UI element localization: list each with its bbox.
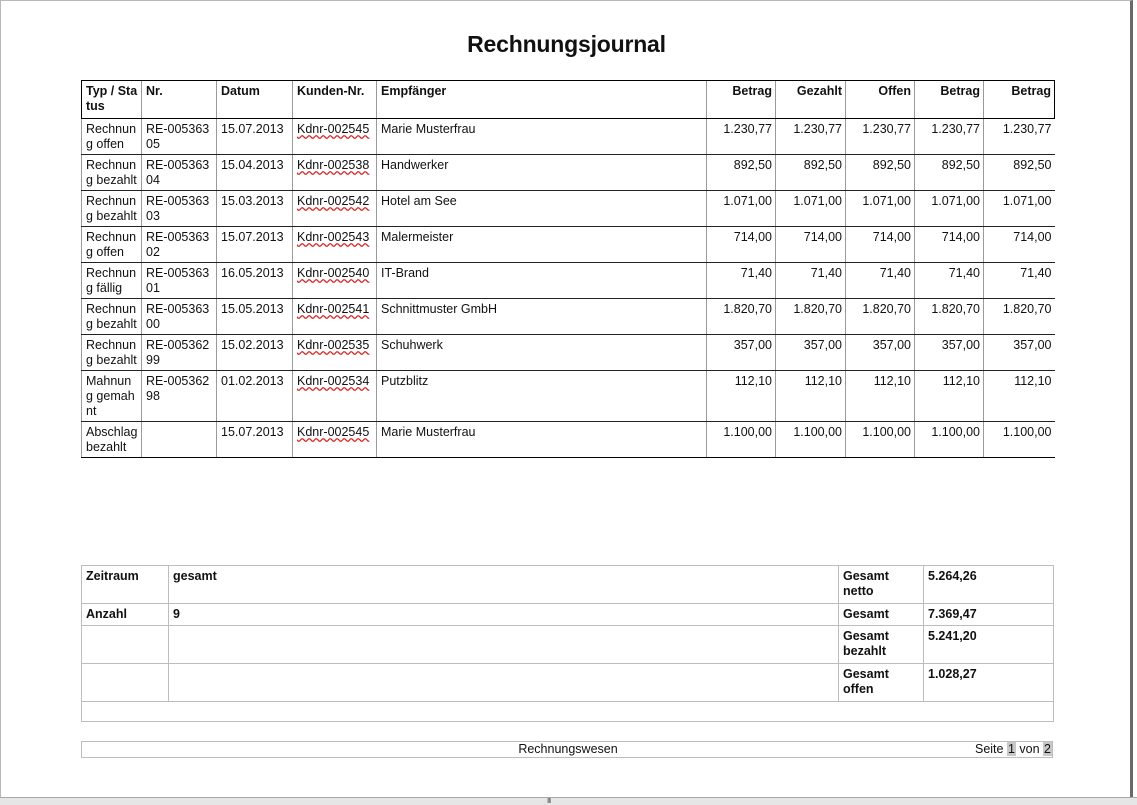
- cell-nr: RE-00536300: [142, 299, 217, 335]
- page-separator: von: [1019, 742, 1040, 756]
- summary-row: [82, 566, 1054, 604]
- cell-gezahlt: 1.820,70: [776, 299, 846, 335]
- summary-empty-cell: [82, 626, 169, 664]
- customer-number: Kdnr-002534: [297, 374, 370, 388]
- report-title: Rechnungsjournal: [467, 31, 666, 57]
- cell-betrag: 1.230,77: [707, 119, 776, 155]
- total-value: 7.369,47: [924, 604, 1054, 626]
- horizontal-scrollbar[interactable]: [0, 797, 1137, 805]
- cell-offen: 1.071,00: [846, 191, 915, 227]
- cell-betrag-3: 1.230,77: [984, 119, 1055, 155]
- footer-department: Rechnungswesen: [518, 742, 618, 756]
- table-row: [82, 299, 1055, 335]
- total-label: Gesamt bezahlt: [839, 626, 924, 664]
- header-betrag-2: Betrag: [915, 81, 984, 119]
- cell-empfaenger: Handwerker: [377, 155, 707, 191]
- cell-empfaenger: Marie Musterfrau: [377, 422, 707, 458]
- cell-gezahlt: 357,00: [776, 335, 846, 371]
- table-row: [82, 422, 1055, 458]
- cell-offen: 714,00: [846, 227, 915, 263]
- cell-datum: 15.07.2013: [217, 227, 293, 263]
- cell-datum: 15.02.2013: [217, 335, 293, 371]
- cell-empfaenger: Marie Musterfrau: [377, 119, 707, 155]
- total-value: 1.028,27: [924, 664, 1054, 702]
- total-label: Gesamt: [839, 604, 924, 626]
- cell-offen: 892,50: [846, 155, 915, 191]
- cell-gezahlt: 1.100,00: [776, 422, 846, 458]
- page-footer: [81, 741, 1053, 758]
- cell-datum: 15.04.2013: [217, 155, 293, 191]
- cell-gezahlt: 1.230,77: [776, 119, 846, 155]
- cell-betrag-2: 1.820,70: [915, 299, 984, 335]
- cell-datum: 15.03.2013: [217, 191, 293, 227]
- cell-nr: RE-00536298: [142, 371, 217, 422]
- table-row: [82, 335, 1055, 371]
- header-offen: Offen: [846, 81, 915, 119]
- summary-spacer-row: [82, 702, 1054, 722]
- cell-empfaenger: Schnittmuster GmbH: [377, 299, 707, 335]
- cell-kunden-nr: [293, 227, 377, 263]
- cell-offen: 1.100,00: [846, 422, 915, 458]
- cell-datum: 15.05.2013: [217, 299, 293, 335]
- customer-number: Kdnr-002545: [297, 122, 370, 136]
- cell-betrag-3: 892,50: [984, 155, 1055, 191]
- cell-typ-status: Rechnung offen: [82, 119, 142, 155]
- cell-kunden-nr: [293, 371, 377, 422]
- header-typ-status: Typ / Status: [82, 81, 142, 119]
- cell-betrag: 112,10: [707, 371, 776, 422]
- cell-betrag-3: 714,00: [984, 227, 1055, 263]
- cell-empfaenger: IT-Brand: [377, 263, 707, 299]
- anzahl-label: Anzahl: [82, 604, 169, 626]
- cell-gezahlt: 892,50: [776, 155, 846, 191]
- current-page-number: 1: [1007, 742, 1015, 756]
- customer-number: Kdnr-002545: [297, 425, 370, 439]
- table-body: [82, 119, 1055, 458]
- cell-betrag: 714,00: [707, 227, 776, 263]
- cell-gezahlt: 1.071,00: [776, 191, 846, 227]
- cell-kunden-nr: [293, 119, 377, 155]
- cell-typ-status: Mahnung gemahnt: [82, 371, 142, 422]
- cell-betrag-2: 357,00: [915, 335, 984, 371]
- header-datum: Datum: [217, 81, 293, 119]
- header-betrag: Betrag: [707, 81, 776, 119]
- cell-kunden-nr: [293, 335, 377, 371]
- total-value: 5.264,26: [924, 566, 1054, 604]
- cell-gezahlt: 71,40: [776, 263, 846, 299]
- cell-datum: 15.07.2013: [217, 119, 293, 155]
- cell-offen: 1.230,77: [846, 119, 915, 155]
- page-prefix: Seite: [974, 742, 1004, 756]
- customer-number: Kdnr-002540: [297, 266, 370, 280]
- cell-empfaenger: Schuhwerk: [377, 335, 707, 371]
- cell-betrag-2: 892,50: [915, 155, 984, 191]
- cell-betrag-2: 71,40: [915, 263, 984, 299]
- customer-number: Kdnr-002542: [297, 194, 370, 208]
- header-nr: Nr.: [142, 81, 217, 119]
- summary-row: [82, 664, 1054, 702]
- cell-betrag-2: 112,10: [915, 371, 984, 422]
- page-indicator: [975, 742, 1052, 757]
- table-row: [82, 191, 1055, 227]
- header-empfaenger: Empfänger: [377, 81, 707, 119]
- customer-number: Kdnr-002543: [297, 230, 370, 244]
- cell-datum: 15.07.2013: [217, 422, 293, 458]
- cell-kunden-nr: [293, 299, 377, 335]
- anzahl-value: 9: [169, 604, 839, 626]
- cell-offen: 1.820,70: [846, 299, 915, 335]
- cell-betrag-2: 1.071,00: [915, 191, 984, 227]
- cell-gezahlt: 714,00: [776, 227, 846, 263]
- cell-typ-status: Rechnung offen: [82, 227, 142, 263]
- table-row: [82, 119, 1055, 155]
- summary-table: [81, 565, 1054, 722]
- cell-kunden-nr: [293, 263, 377, 299]
- total-label: Gesamt netto: [839, 566, 924, 604]
- cell-empfaenger: Hotel am See: [377, 191, 707, 227]
- total-label: Gesamt offen: [839, 664, 924, 702]
- cell-betrag-3: 1.071,00: [984, 191, 1055, 227]
- table-row: [82, 155, 1055, 191]
- cell-gezahlt: 112,10: [776, 371, 846, 422]
- summary-empty-cell: [82, 702, 1054, 722]
- total-value: 5.241,20: [924, 626, 1054, 664]
- cell-betrag-2: 1.230,77: [915, 119, 984, 155]
- cell-empfaenger: Putzblitz: [377, 371, 707, 422]
- cell-typ-status: Abschlag bezahlt: [82, 422, 142, 458]
- cell-typ-status: Rechnung fällig: [82, 263, 142, 299]
- cell-betrag-3: 71,40: [984, 263, 1055, 299]
- cell-betrag-3: 112,10: [984, 371, 1055, 422]
- cell-betrag-3: 357,00: [984, 335, 1055, 371]
- header-betrag-3: Betrag: [984, 81, 1055, 119]
- cell-betrag: 1.071,00: [707, 191, 776, 227]
- cell-typ-status: Rechnung bezahlt: [82, 335, 142, 371]
- cell-nr: [142, 422, 217, 458]
- cell-kunden-nr: [293, 155, 377, 191]
- customer-number: Kdnr-002538: [297, 158, 370, 172]
- cell-betrag-2: 1.100,00: [915, 422, 984, 458]
- cell-nr: RE-00536303: [142, 191, 217, 227]
- zeitraum-label: Zeitraum: [82, 566, 169, 604]
- cell-betrag-3: 1.100,00: [984, 422, 1055, 458]
- cell-datum: 16.05.2013: [217, 263, 293, 299]
- header-kunden-nr: Kunden-Nr.: [293, 81, 377, 119]
- cell-datum: 01.02.2013: [217, 371, 293, 422]
- customer-number: Kdnr-002535: [297, 338, 370, 352]
- summary-row: [82, 604, 1054, 626]
- cell-offen: 71,40: [846, 263, 915, 299]
- cell-betrag: 357,00: [707, 335, 776, 371]
- table-header-row: [82, 81, 1055, 119]
- summary-empty-cell: [169, 626, 839, 664]
- scroll-grip-icon[interactable]: III: [547, 797, 551, 805]
- cell-betrag-3: 1.820,70: [984, 299, 1055, 335]
- summary-empty-cell: [82, 664, 169, 702]
- summary-row: [82, 626, 1054, 664]
- cell-typ-status: Rechnung bezahlt: [82, 155, 142, 191]
- header-gezahlt: Gezahlt: [776, 81, 846, 119]
- total-page-number: 2: [1044, 742, 1051, 756]
- cell-nr: RE-00536299: [142, 335, 217, 371]
- cell-betrag-2: 714,00: [915, 227, 984, 263]
- cell-betrag: 71,40: [707, 263, 776, 299]
- table-row: [82, 263, 1055, 299]
- cell-kunden-nr: [293, 191, 377, 227]
- cell-offen: 112,10: [846, 371, 915, 422]
- cell-betrag: 1.100,00: [707, 422, 776, 458]
- cell-nr: RE-00536305: [142, 119, 217, 155]
- cell-nr: RE-00536304: [142, 155, 217, 191]
- table-row: [82, 371, 1055, 422]
- cell-betrag: 1.820,70: [707, 299, 776, 335]
- cell-betrag: 892,50: [707, 155, 776, 191]
- invoice-journal-table: [81, 80, 1055, 458]
- cell-offen: 357,00: [846, 335, 915, 371]
- cell-typ-status: Rechnung bezahlt: [82, 299, 142, 335]
- zeitraum-value: gesamt: [169, 566, 839, 604]
- cell-nr: RE-00536301: [142, 263, 217, 299]
- customer-number: Kdnr-002541: [297, 302, 370, 316]
- cell-typ-status: Rechnung bezahlt: [82, 191, 142, 227]
- cell-kunden-nr: [293, 422, 377, 458]
- table-row: [82, 227, 1055, 263]
- summary-empty-cell: [169, 664, 839, 702]
- cell-nr: RE-00536302: [142, 227, 217, 263]
- cell-empfaenger: Malermeister: [377, 227, 707, 263]
